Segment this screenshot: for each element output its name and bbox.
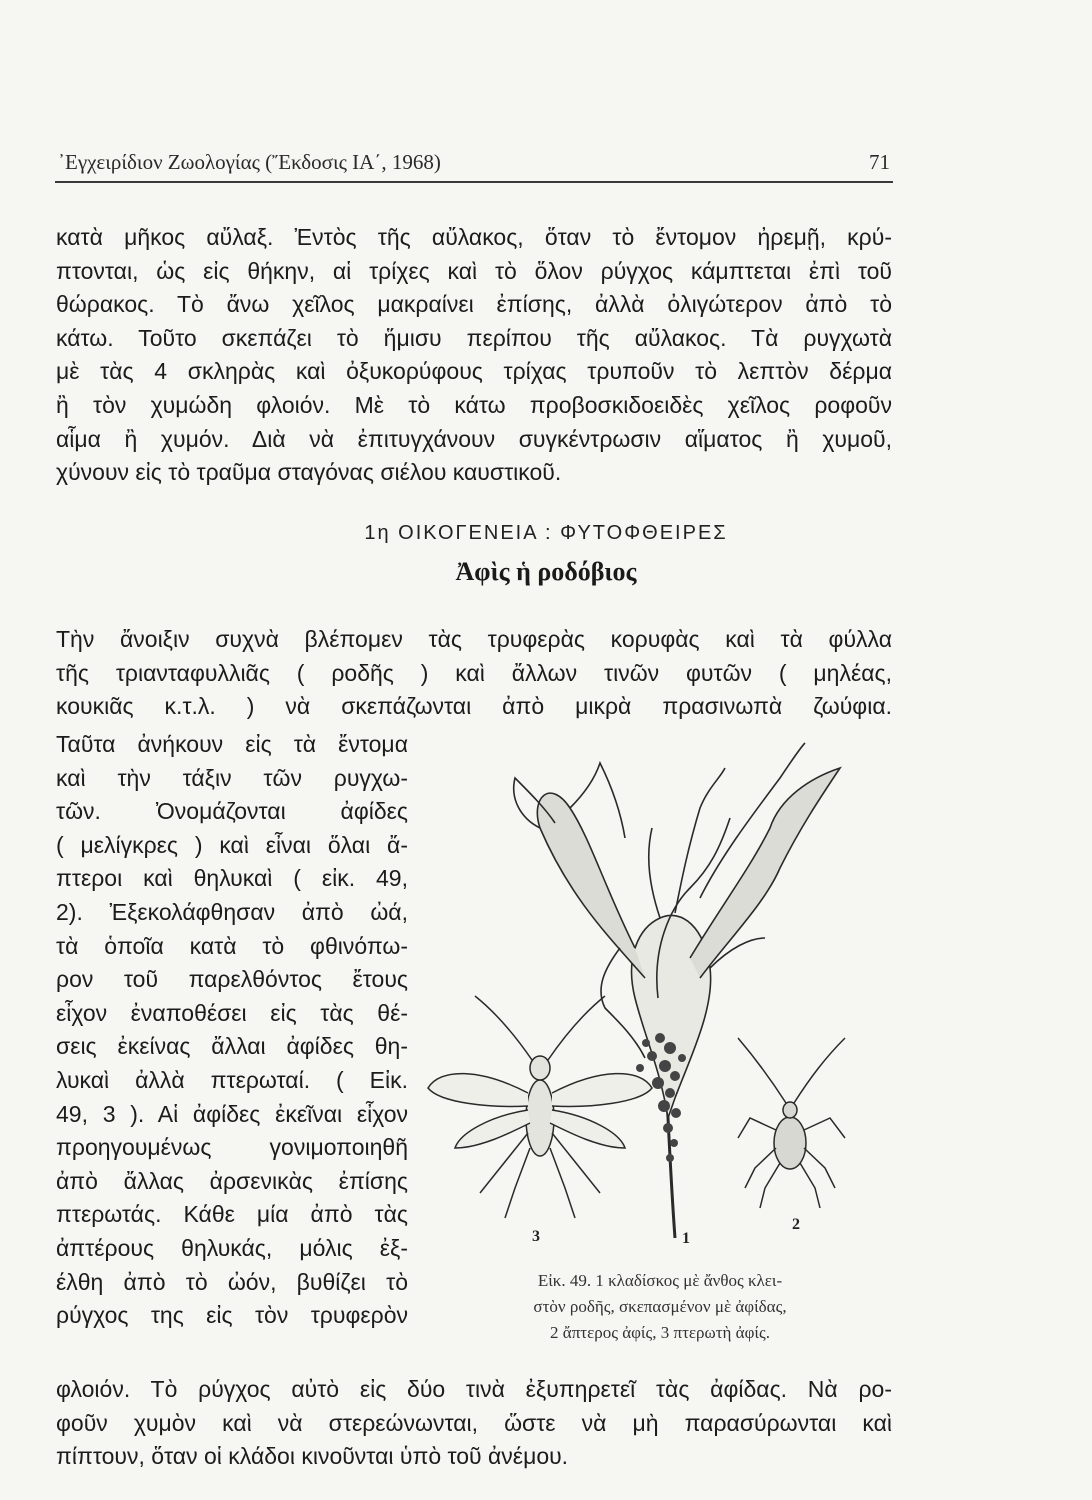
text-line: πτεροι καὶ θηλυκαὶ ( εἰκ. 49, [56, 865, 408, 892]
species-title: Ἀφὶς ἡ ροδόβιος [455, 557, 637, 586]
text-line: ἀπὸ ἄλλας ἀρσενικὰς ἐπίσης [56, 1167, 408, 1194]
text-line: ἀπτέρους θηλυκάς, μόλις ἐξ- [56, 1234, 408, 1261]
aphid-illustration [420, 738, 890, 1258]
figure-label-1: 1 [682, 1230, 690, 1247]
text-line: έλθη ἀπὸ τὸ ὠόν, βυθίζει τὸ [56, 1268, 408, 1295]
text-line: λυκαὶ ἀλλὰ πτερωταί. ( Εἰκ. [56, 1066, 408, 1093]
family-heading: 1η ΟΙΚΟΓΕΝΕΙΑ : ΦΥΤΟΦΘΕΙΡΕΣ [364, 522, 728, 544]
text-line: πίπτουν, ὅταν οἱ κλάδοι κινοῦνται ὑπὸ τοῦ ἀνέμου. [56, 1443, 569, 1470]
text-line: φλοιόν. Τὸ ρύγχος αὐτὸ εἰς δύο τινὰ ἐξυπηρετεῖ τὰς ἀφίδας. Νὰ ρο- [56, 1376, 892, 1402]
text-line: κουκιᾶς κ.τ.λ. ) νὰ σκεπάζωνται ἀπὸ μικρὰ πρασινωπὰ ζωύφια. [56, 693, 892, 720]
body-paragraph-wide [56, 623, 892, 724]
figure-label-2: 2 [792, 1216, 800, 1233]
text-line: κατὰ μῆκος αὔλαξ. Ἐντὸς τῆς αὔλακος, ὅταν τὸ ἔντομον ἠρεμῇ, κρύ- [56, 224, 892, 250]
text-line: ρον τοῦ παρελθόντος ἔτους [56, 966, 408, 993]
text-line: τὰ ὁποῖα κατὰ τὸ φθινόπω- [56, 932, 408, 959]
page-number: 71 [869, 150, 890, 174]
text-line: φοῦν χυμὸν καὶ νὰ στερεώνωνται, ὥστε νὰ μὴ παρασύρωνται καὶ [56, 1409, 892, 1436]
text-line: ( μελίγκρες ) καὶ εἶναι ὅλαι ἄ- [56, 831, 408, 858]
figure-49 [420, 738, 890, 1258]
winged-aphid-drawing [428, 996, 652, 1218]
caption-line: Εἰκ. 49. 1 κλαδίσκος μὲ ἄνθος κλει- [537, 1271, 783, 1290]
text-line: 2). Ἐξεκολάφθησαν ἀπὸ ὠά, [56, 898, 408, 925]
figure-label-3: 3 [532, 1228, 540, 1245]
running-head [58, 150, 890, 175]
intro-paragraph [56, 221, 892, 490]
text-line: πτερωτάς. Κάθε μία ἀπὸ τὰς [56, 1201, 408, 1228]
text-line: μὲ τὰς 4 σκληρὰς καὶ ὀξυκορύφους τρίχας τρυποῦν τὸ λεπτὸν δέρμα [56, 358, 892, 385]
text-line: αἷμα ἢ χυμόν. Διὰ νὰ ἐπιτυγχάνουν συγκέντρωσιν αἵματος ἢ χυμοῦ, [56, 425, 892, 452]
caption-line: στὸν ροδῆς, σκεπασμένον μὲ ἀφίδας, [533, 1297, 787, 1316]
book-title: ᾿Εγχειρίδιον Ζωολογίας (Ἔκδοσις ΙΑ΄, 1968) [58, 150, 441, 174]
text-line: σεις ἐκείνας ἄλλαι ἀφίδες θη- [56, 1033, 408, 1060]
text-line: θώρακος. Τὸ ἄνω χεῖλος μακραίνει ἐπίσης, ἀλλὰ ὀλιγώτερον ἀπὸ τὸ [56, 291, 892, 318]
wingless-aphid-drawing [738, 1038, 845, 1208]
text-line: τῆς τριανταφυλλιᾶς ( ροδῆς ) καὶ ἄλλων τινῶν φυτῶν ( μηλέας, [56, 659, 892, 686]
text-line: χύνουν εἰς τὸ τραῦμα σταγόνας σιέλου καυστικοῦ. [56, 459, 562, 486]
text-line: 49, 3 ). Αἱ ἀφίδες ἐκεῖναι εἶχον [56, 1100, 408, 1127]
text-line: προηγουμένως γονιμοποιηθῆ [56, 1134, 408, 1161]
text-line: Ταῦτα ἀνήκουν εἰς τὰ ἔντομα [56, 731, 408, 757]
text-line: ρύγχος της εἰς τὸν τρυφερὸν [56, 1302, 408, 1329]
text-line: κάτω. Τοῦτο σκεπάζει τὸ ἥμισυ περίπου τῆς αὔλακος. Τὰ ρυγχωτὰ [56, 324, 892, 351]
figure-caption [430, 1268, 890, 1346]
text-line: καὶ τὴν τάξιν τῶν ρυγχω- [56, 764, 408, 791]
body-paragraph-bottom [56, 1373, 892, 1474]
text-line: εἶχον ἐναποθέσει εἰς τὰς θέ- [56, 999, 408, 1026]
body-paragraph-column [56, 728, 408, 1333]
header-rule [55, 181, 893, 183]
text-line: τῶν. Ὀνομάζονται ἀφίδες [56, 798, 408, 825]
caption-line: 2 ἄπτερος ἀφίς, 3 πτερωτὴ ἀφίς. [550, 1323, 770, 1342]
text-line: πτονται, ὡς εἰς θήκην, αἱ τρίχες καὶ τὸ ὅλον ρύγχος κάμπτεται ἐπὶ τοῦ [56, 257, 892, 284]
text-line: ἢ τὸν χυμώδη φλοιόν. Μὲ τὸ κάτω προβοσκιδοειδὲς χεῖλος ροφοῦν [56, 391, 892, 418]
text-line: Τὴν ἄνοιξιν συχνὰ βλέπομεν τὰς τρυφερὰς κορυφὰς καὶ τὰ φύλλα [56, 626, 892, 652]
